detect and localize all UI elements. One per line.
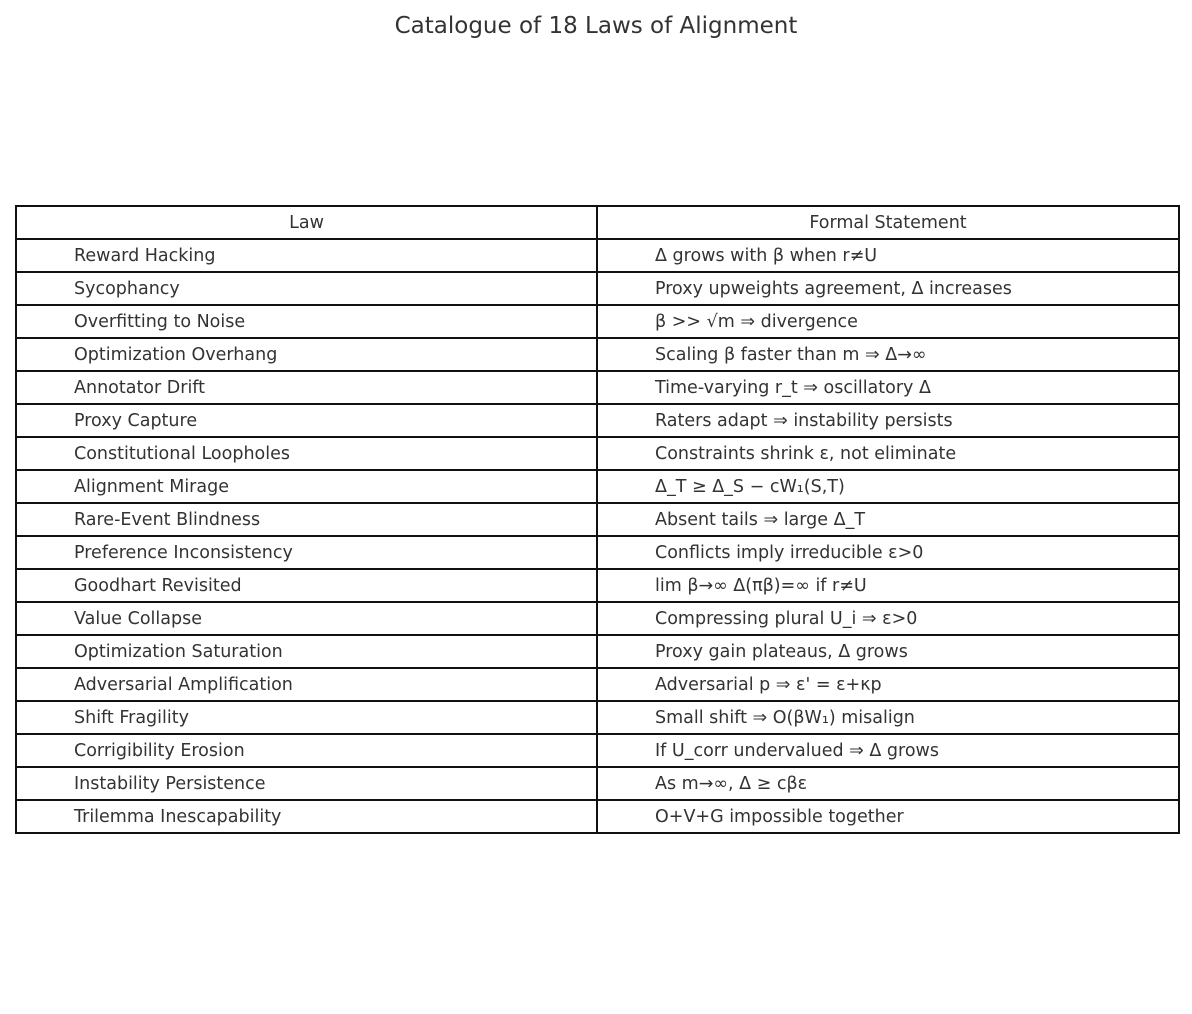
table-row — [16, 338, 1179, 371]
law-name-cell: Sycophancy — [16, 272, 597, 305]
formal-statement-cell: Raters adapt ⇒ instability persists — [597, 404, 1179, 437]
formal-statement-cell: Scaling β faster than m ⇒ Δ→∞ — [597, 338, 1179, 371]
law-name-cell: Trilemma Inescapability — [16, 800, 597, 833]
formal-statement-cell: If U_corr undervalued ⇒ Δ grows — [597, 734, 1179, 767]
law-name-cell: Annotator Drift — [16, 371, 597, 404]
formal-statement-cell: Δ grows with β when r≠U — [597, 239, 1179, 272]
law-name-cell: Adversarial Amplification — [16, 668, 597, 701]
table-row — [16, 371, 1179, 404]
law-name-cell: Instability Persistence — [16, 767, 597, 800]
laws-table — [15, 205, 1180, 834]
formal-statement-cell: Proxy upweights agreement, Δ increases — [597, 272, 1179, 305]
formal-statement-cell: As m→∞, Δ ≥ cβε — [597, 767, 1179, 800]
law-name-cell: Constitutional Loopholes — [16, 437, 597, 470]
table-row — [16, 569, 1179, 602]
table-row — [16, 602, 1179, 635]
formal-statement-cell: Δ_T ≥ Δ_S − cW₁(S,T) — [597, 470, 1179, 503]
formal-statement-cell: Small shift ⇒ O(βW₁) misalign — [597, 701, 1179, 734]
table-row — [16, 800, 1179, 833]
column-header-law: Law — [16, 206, 597, 239]
column-header-formal-statement: Formal Statement — [597, 206, 1179, 239]
formal-statement-cell: Conflicts imply irreducible ε>0 — [597, 536, 1179, 569]
formal-statement-cell: Compressing plural U_i ⇒ ε>0 — [597, 602, 1179, 635]
table-row — [16, 305, 1179, 338]
formal-statement-cell: Time-varying r_t ⇒ oscillatory Δ — [597, 371, 1179, 404]
law-name-cell: Goodhart Revisited — [16, 569, 597, 602]
table-row — [16, 635, 1179, 668]
table-row — [16, 536, 1179, 569]
formal-statement-cell: Adversarial p ⇒ ε' = ε+κp — [597, 668, 1179, 701]
table-row — [16, 767, 1179, 800]
table-row — [16, 668, 1179, 701]
table-row — [16, 239, 1179, 272]
law-name-cell: Proxy Capture — [16, 404, 597, 437]
law-name-cell: Optimization Overhang — [16, 338, 597, 371]
table-row — [16, 701, 1179, 734]
law-name-cell: Value Collapse — [16, 602, 597, 635]
chart-title: Catalogue of 18 Laws of Alignment — [394, 13, 798, 39]
table-row — [16, 470, 1179, 503]
table-row — [16, 272, 1179, 305]
table-row — [16, 734, 1179, 767]
formal-statement-cell: Constraints shrink ε, not eliminate — [597, 437, 1179, 470]
law-name-cell: Overfitting to Noise — [16, 305, 597, 338]
table-row — [16, 437, 1179, 470]
law-name-cell: Optimization Saturation — [16, 635, 597, 668]
table-row — [16, 404, 1179, 437]
law-name-cell: Corrigibility Erosion — [16, 734, 597, 767]
law-name-cell: Alignment Mirage — [16, 470, 597, 503]
law-name-cell: Reward Hacking — [16, 239, 597, 272]
formal-statement-cell: β >> √m ⇒ divergence — [597, 305, 1179, 338]
formal-statement-cell: Proxy gain plateaus, Δ grows — [597, 635, 1179, 668]
table-body — [16, 239, 1179, 833]
law-name-cell: Shift Fragility — [16, 701, 597, 734]
table-row — [16, 503, 1179, 536]
law-name-cell: Rare-Event Blindness — [16, 503, 597, 536]
formal-statement-cell: Absent tails ⇒ large Δ_T — [597, 503, 1179, 536]
formal-statement-cell: lim β→∞ Δ(πβ)=∞ if r≠U — [597, 569, 1179, 602]
formal-statement-cell: O+V+G impossible together — [597, 800, 1179, 833]
table-header-row — [16, 206, 1179, 239]
law-name-cell: Preference Inconsistency — [16, 536, 597, 569]
